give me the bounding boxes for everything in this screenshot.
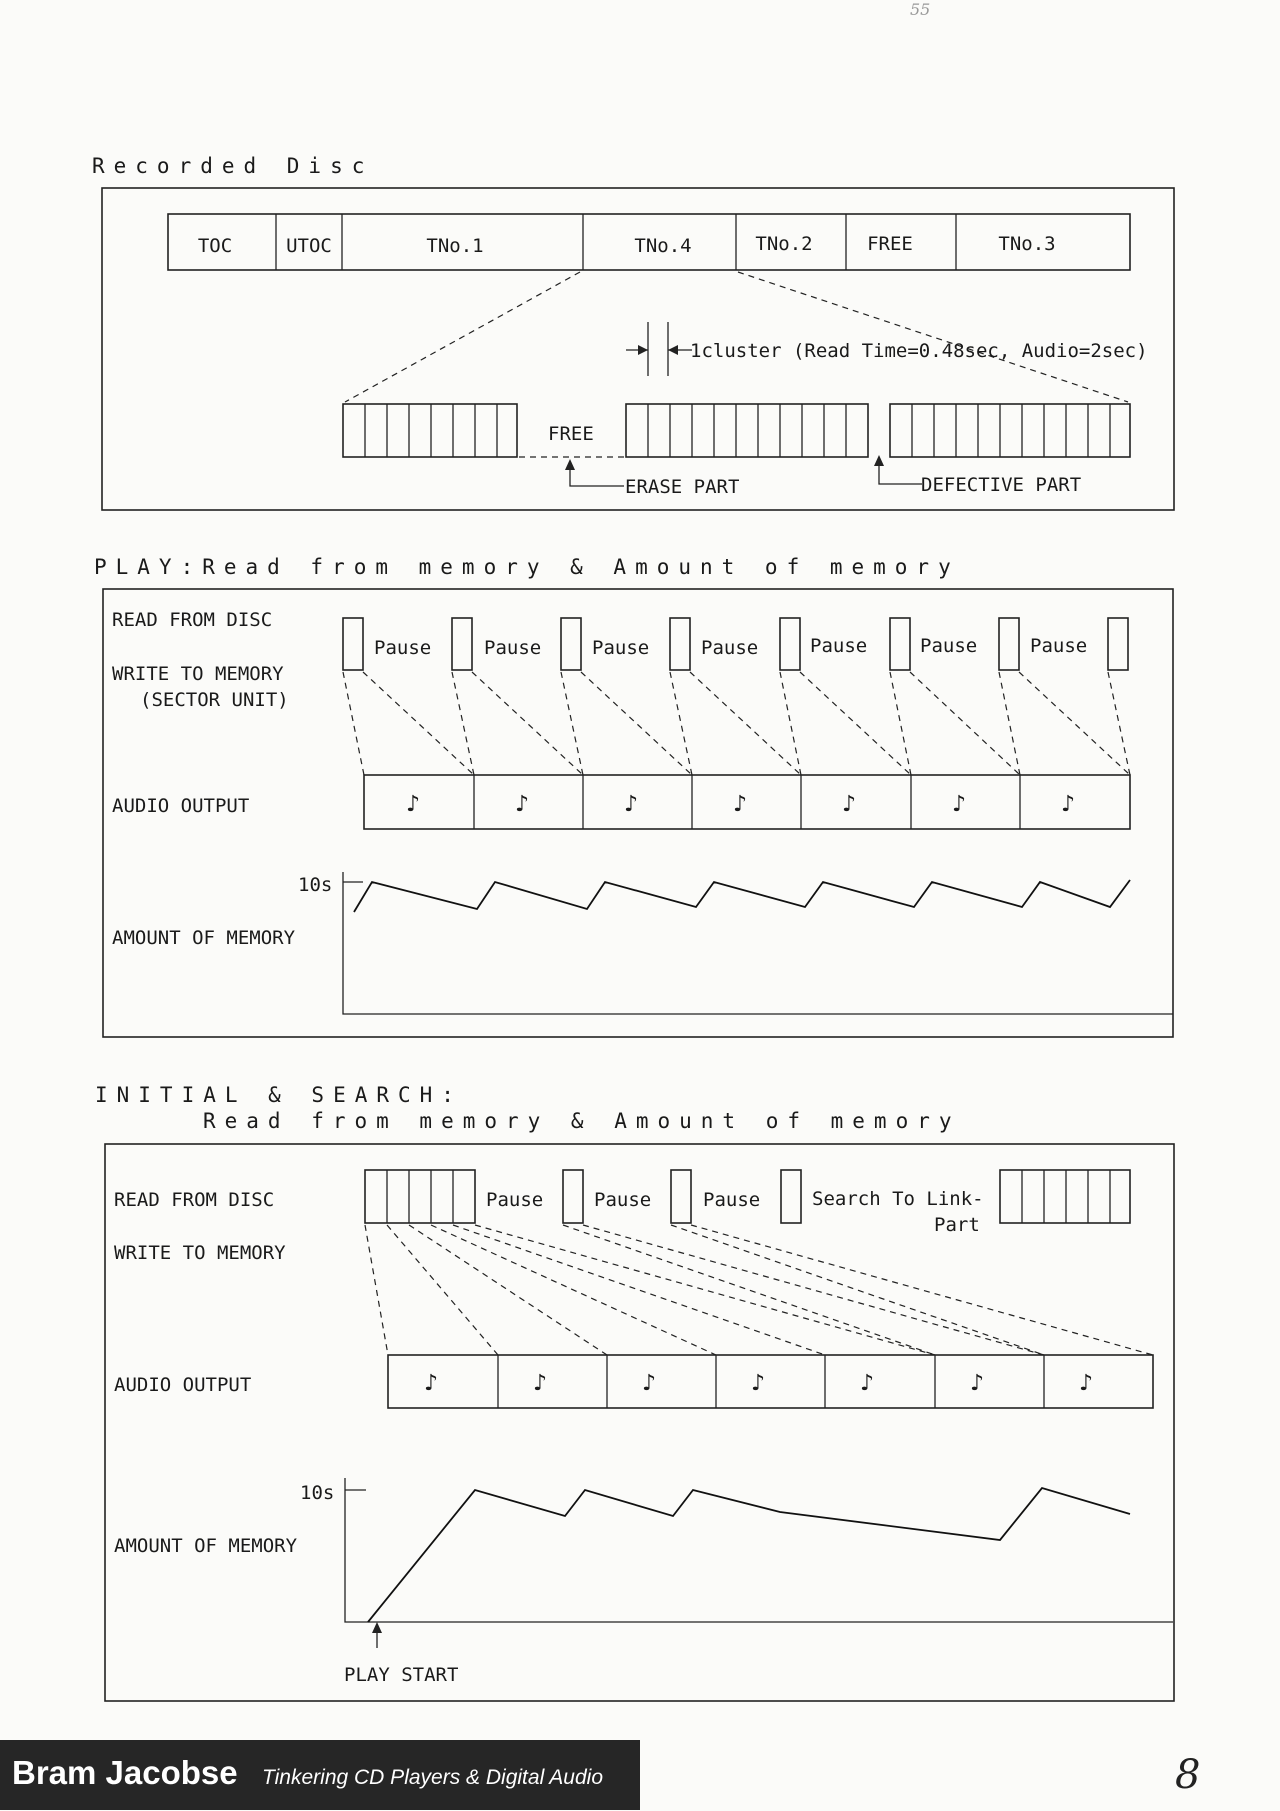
- read-block: [343, 618, 363, 670]
- label-10s: 10s: [298, 874, 333, 896]
- note-icon: ♪: [533, 1371, 548, 1396]
- play-start-label: PLAY START: [344, 1664, 459, 1686]
- memory-buildup-curve: [368, 1488, 1130, 1622]
- read-block: [670, 618, 690, 670]
- label-10s: 10s: [300, 1482, 335, 1504]
- note-icon: ♪: [733, 792, 748, 817]
- pause-label: Pause: [374, 637, 432, 659]
- cluster-dimension: [626, 322, 1148, 376]
- sector-block-group-3: [890, 404, 1130, 457]
- play-start-marker: [344, 1622, 458, 1686]
- label-audio-output: AUDIO OUTPUT: [112, 795, 250, 817]
- note-icon: ♪: [1079, 1371, 1094, 1396]
- segment-tno2: TNo.2: [755, 233, 813, 255]
- memory-sawtooth: [354, 880, 1130, 912]
- section3-title-line1: INITIAL & SEARCH:: [95, 1083, 463, 1107]
- label-amount-of-memory: AMOUNT OF MEMORY: [112, 927, 296, 949]
- read-block: [780, 618, 800, 670]
- pause-label: Pause: [486, 1189, 544, 1211]
- segment-tno4: TNo.4: [634, 235, 692, 257]
- note-icon: ♪: [952, 792, 967, 817]
- read-block: [452, 618, 472, 670]
- sector-block-group-1: [343, 404, 517, 457]
- label-read-from-disc: READ FROM DISC: [112, 609, 273, 631]
- pause-label: Pause: [484, 637, 542, 659]
- pause-label: Pause: [592, 637, 650, 659]
- play-memory-graph: [343, 872, 1173, 1014]
- play-audio-row: [364, 775, 1130, 829]
- link-part-burst: [1000, 1170, 1130, 1223]
- section-initial-search: [95, 1083, 1174, 1701]
- read-block: [561, 618, 581, 670]
- page-number: 8: [1175, 1752, 1201, 1798]
- note-icon: ♪: [624, 792, 639, 817]
- note-icon: ♪: [1061, 792, 1076, 817]
- read-block: [1108, 618, 1128, 670]
- segment-toc: TOC: [197, 235, 233, 257]
- read-block: [999, 618, 1019, 670]
- search-label-line1: Search To Link-: [812, 1188, 984, 1210]
- note-icon: ♪: [842, 792, 857, 817]
- play-mapping-lines: [343, 672, 1130, 775]
- search-audio-row: [388, 1355, 1153, 1408]
- section1-title: Recorded Disc: [92, 154, 374, 178]
- label-audio-output: AUDIO OUTPUT: [114, 1374, 252, 1396]
- label-sector-unit: (SECTOR UNIT): [140, 689, 289, 711]
- note-icon: ♪: [970, 1371, 985, 1396]
- search-label-line2: Part: [934, 1214, 980, 1236]
- segment-tno1: TNo.1: [426, 235, 484, 257]
- note-icon: ♪: [860, 1371, 875, 1396]
- section-play: [94, 555, 1173, 1037]
- section2-title: PLAY:Read from memory & Amount of memory: [94, 555, 960, 579]
- play-read-blocks: [343, 618, 1128, 670]
- zoom-line-right: [738, 272, 1128, 402]
- erase-label: ERASE PART: [625, 476, 740, 498]
- segment-free: FREE: [867, 233, 913, 255]
- pause-label: Pause: [701, 637, 759, 659]
- label-amount-of-memory: AMOUNT OF MEMORY: [114, 1535, 298, 1557]
- defective-label: DEFECTIVE PART: [921, 474, 1082, 496]
- label-write-to-memory: WRITE TO MEMORY: [114, 1242, 286, 1264]
- segment-tno3: TNo.3: [998, 233, 1056, 255]
- search-mapping-lines: [365, 1225, 1153, 1355]
- disc-bar: [168, 214, 1130, 270]
- label-write-to-memory: WRITE TO MEMORY: [112, 663, 284, 685]
- section-recorded-disc: [92, 154, 1174, 510]
- memory-axes: [345, 1478, 1173, 1622]
- read-block: [563, 1170, 583, 1223]
- segment-utoc: UTOC: [286, 235, 332, 257]
- defective-arrow: [874, 455, 1081, 496]
- pause-label: Pause: [594, 1189, 652, 1211]
- pause-label: Pause: [703, 1189, 761, 1211]
- section3-frame: [105, 1144, 1174, 1701]
- initial-read-burst: [365, 1170, 475, 1223]
- section3-title-line2: Read from memory & Amount of memory: [203, 1109, 961, 1133]
- cluster-note: 1cluster (Read Time=0.48sec, Audio=2sec): [690, 340, 1148, 362]
- free-label: FREE: [548, 423, 594, 445]
- pause-label: Pause: [810, 635, 868, 657]
- author-name: Bram Jacobse: [12, 1754, 238, 1791]
- note-icon: ♪: [515, 792, 530, 817]
- sector-block-group-2: [626, 404, 868, 457]
- note-icon: ♪: [406, 792, 421, 817]
- read-block: [781, 1170, 801, 1223]
- note-icon: ♪: [424, 1371, 439, 1396]
- note-icon: ♪: [642, 1371, 657, 1396]
- read-block: [890, 618, 910, 670]
- search-memory-graph: [345, 1478, 1173, 1622]
- erase-arrow: [565, 459, 739, 498]
- author-tagline: Tinkering CD Players & Digital Audio: [262, 1766, 604, 1789]
- pause-label: Pause: [1030, 635, 1088, 657]
- note-icon: ♪: [751, 1371, 766, 1396]
- footer-banner: [0, 1740, 640, 1810]
- label-read-from-disc: READ FROM DISC: [114, 1189, 275, 1211]
- zoom-line-left: [345, 272, 580, 402]
- pause-label: Pause: [920, 635, 978, 657]
- read-block: [671, 1170, 691, 1223]
- top-scribble: 55: [910, 0, 931, 19]
